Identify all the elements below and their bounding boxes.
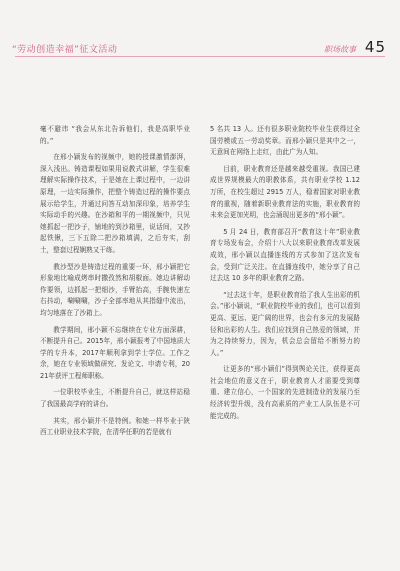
header-divider (15, 56, 385, 57)
paragraph: 在邢小颖发布的视频中，她的授课激情澎湃，深入浅出。铸造课程如果用说教式讲解，学生很难理解实际操作技术，于是她在上课过程中，一边讲原理，一边实际操作，把整个铸造过程的操作要点展示给学生，并通过问答互动加深印象，培养学生实际动手的兴趣。在沙箱和平的一期视频中，只见她抓起一把沙子，铺地的到沙箱里，说话间，又抄起铁锹，三下五除二把沙箱填满，之后夯实，刮土，整套过程娴熟又干练。 (40, 153, 190, 254)
page-number: 45 (364, 38, 386, 56)
paragraph: 目前，职业教育还是越来越受重视。我国已建成世界规模最大的职教体系，共有职业学校 1.12 万所，在校生超过 2915 万人，稳着国家对职业教育的重视，随着新职业教育法的实施，职业教育的未来会更加光明，也会涌现出更多的“邢小颖”。 (210, 164, 360, 220)
paragraph: 让更多的“邢小颖们”得到舆论关注，获得更高社会地位的意义在于，职业教育人才需要受到尊重、建立信心，一个国家的先进制造业的发展乃至经济转型升级，没有高素质的产业工人队伍是不可能完成的。 (210, 365, 360, 420)
paragraph: 5 名共 13 人。还有很多职业院校毕业生获得过全国劳模或五一劳动奖章。而邢小颖只是其中之一，无意间在网络上走红，由此广为人知。 (210, 125, 360, 157)
paragraph: 毫不避讳 “我会从东北告诉他们，我是高职毕业的。” (40, 125, 190, 145)
paragraph: 其实，邢小颖并不是特例。和她一样毕业于陕西工业职业技术学院，在清华任职的若是就有 (40, 416, 190, 437)
column-title: “劳动创造幸福”征文活动 (12, 45, 118, 55)
paragraph: 教沙型沙是铸造过程的重要一环，邢小颖把它形象地比喻成烤串时撒孜然和胡椒面。她边讲解动作要领，边抓起一把细沙，手臂抬高，手腕快速左右抖动，唰唰唰，沙子全部率地从其指缝中流出，均匀地落在了沙箱上。 (40, 262, 190, 317)
page-header (0, 0, 400, 62)
paragraph: 5 月 24 日，教育部召开“教育这十年”职业教育专场发布会，介绍十八大以来职业教育改革发展成效，邢小颖以直播连线的方式参加了这次发布会，受到广泛关注。在直播连线中，她分享了自己过去这 10 多年的职业教育之路。 (210, 227, 360, 283)
paragraph: 教学期间，邢小颖不忘继续在专业方面深耕，不断提升自己。2015年，邢小颖报考了中国地质大学的专升本，2017年顺利拿到学士学位。工作之余，她在专业领域做研究、发论文、申请专利，2021年获评工程师职称。 (40, 325, 190, 380)
paragraph: “过去这十年，是职业教育给了我人生出彩的机会。”邢小颖说，“职业院校毕业的我们，也可以看到更高、更远、更广阔的世界，也会有多元的发展路径和出彩的人生。我们应找到自己热爱的领域，并为之持续努力，因为，机会总会留给不断努力的人。” (210, 290, 360, 357)
paragraph: 一位职校毕业生，不断提升自己，就这样站稳了我国最高学府的讲台。 (40, 388, 190, 409)
left-column (40, 124, 190, 444)
right-column (210, 124, 360, 427)
section-label: 职场故事 (324, 45, 356, 54)
